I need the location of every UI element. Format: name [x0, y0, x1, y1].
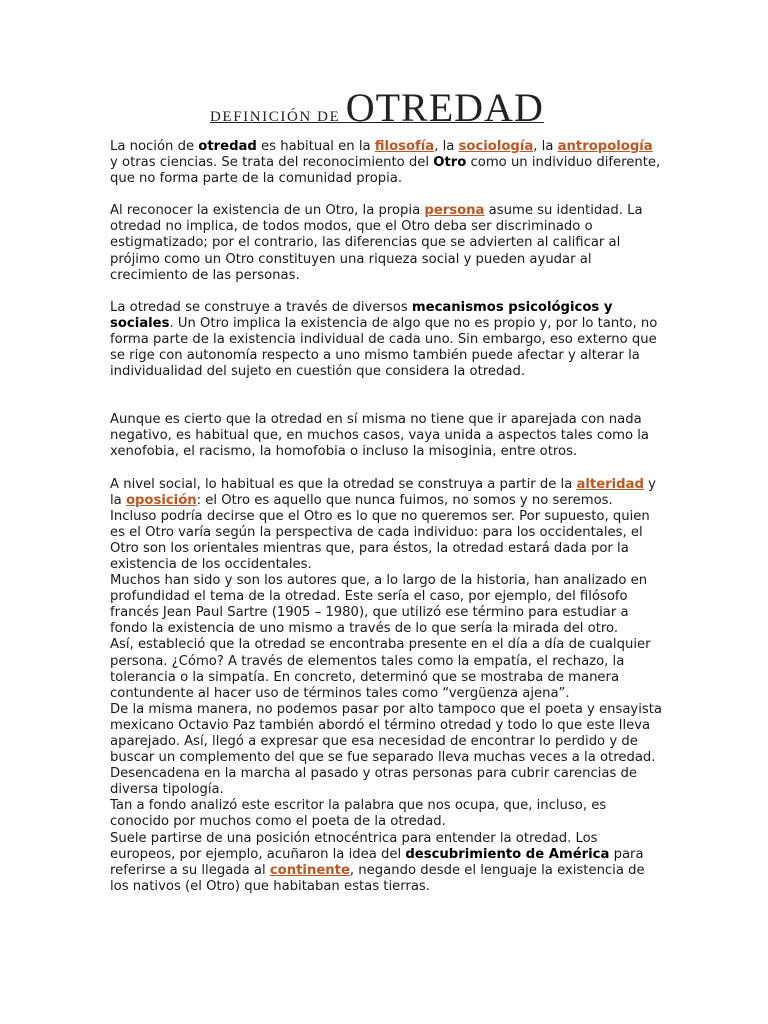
link-continente[interactable]: continente [269, 862, 350, 878]
bold-term-otro: Otro [433, 155, 467, 171]
text-span: y la [110, 476, 656, 508]
text-span: como un individuo diferente, que no forma parte de la comunidad propia. [110, 155, 661, 187]
paragraph-4: Aunque es cierto que la otredad en sí misma no tiene que ir aparejada con nada negativo, es habitual que, en muchos casos, vaya unida a aspectos tales como la xenofobia, el racismo, la homofobia o incluso la misoginia, entre otros. [110, 412, 650, 460]
text-span: para referirse a su llegada al [110, 846, 644, 878]
text-span: Suele partirse de una posición etnocéntrica para entender la otredad. Los europeos, por ejemplo, acuñaron la idea del [110, 830, 598, 862]
paragraph-7: Así, estableció que la otredad se encontraba presente en el día a día de cualquier persona. ¿Cómo? A través de elementos tales como la empatía, el rechazo, la tolerancia o la simpatía. En concreto, determinó que se mostraba de manera contundente al hacer uso de términos tales como “vergüenza ajena”. [110, 637, 651, 701]
text-span: : el Otro es aquello que nunca fuimos, no somos y no seremos. Incluso podría decirse que el Otro es lo que no queremos ser. Por supuesto, quien es el Otro varía según la perspectiva de cada individuo: para los occidentales, el Otro son los orientales mientras que, para éstos, la otredad estará dada por la existencia de los occidentales. [110, 492, 650, 572]
text-span: A nivel social, lo habitual es que la otredad se construya a partir de la [110, 476, 577, 492]
link-alteridad[interactable]: alteridad [576, 476, 644, 492]
bold-term-otredad: otredad [198, 139, 257, 154]
text-span: , la [434, 139, 459, 154]
paragraph-8: De la misma manera, no podemos pasar por alto tampoco que el poeta y ensayista mexicano Octavio Paz también abordó el término otredad y todo lo que este lleva aparejado. Así, llegó a expresar que esa necesidad de encontrar lo perdido y de buscar un complemento del que se fue separado lleva muchas veces a la otredad. Desencadena en la marcha al pasado y otras personas para cubrir carencias de diversa tipología. [110, 701, 663, 798]
paragraph-9: Tan a fondo analizó este escritor la palabra que nos ocupa, que, incluso, es conocido por muchos como el poeta de la otredad. [110, 798, 607, 830]
paragraph-10 [110, 831, 662, 895]
article-body [110, 139, 662, 895]
title-word: OTREDAD [345, 85, 544, 130]
text-span: La noción de [110, 139, 199, 154]
paragraph-2 [110, 203, 662, 283]
text-span: , la [533, 139, 558, 154]
text-span: es habitual en la [256, 139, 375, 154]
link-antropologia[interactable]: antropología [557, 139, 653, 154]
title-prefix: DEFINICIÓN DE [210, 109, 346, 125]
bold-term-descubrimiento: descubrimiento de América [405, 846, 610, 862]
page-title [210, 84, 544, 131]
paragraph-6: Muchos han sido y son los autores que, a lo largo de la historia, han analizado en profundidad el tema de la otredad. Este sería el caso, por ejemplo, del filósofo francés Jean Paul Sartre (1905 – 1980), que utilizó ese término para estudiar a fondo la existencia de uno mismo a través de lo que sería la mirada del otro. [110, 573, 648, 637]
link-oposicion[interactable]: oposición [125, 492, 197, 508]
text-span: y otras ciencias. Se trata del reconocimiento del [110, 155, 434, 171]
link-sociologia[interactable]: sociología [458, 139, 534, 154]
text-span: , negando desde el lenguaje la existencia de los nativos (el Otro) que habitaban estas tierras. [110, 862, 645, 894]
bold-term-mecanismos: mecanismos psicológicos y sociales [110, 299, 613, 331]
text-span: La otredad se construye a través de diversos [110, 299, 412, 315]
paragraph-5 [110, 477, 662, 574]
text-span: Al reconocer la existencia de un Otro, la propia [110, 203, 425, 219]
paragraph-3 [110, 300, 662, 380]
link-persona[interactable]: persona [424, 203, 485, 219]
text-span: . Un Otro implica la existencia de algo que no es propio y, por lo tanto, no forma parte de la existencia individual de cada uno. Sin embargo, eso externo que se rige con autonomía respecto a uno mismo también puede afectar y alterar la individualidad del sujeto en cuestión que considera la otredad. [110, 315, 658, 380]
text-span: asume su identidad. La otredad no implica, de todos modos, que el Otro deba ser discriminado o estigmatizado; por el contrario, las diferencias que se advierten al calificar al prójimo como un Otro constituyen una riqueza social y pueden ayudar al crecimiento de las personas. [110, 203, 643, 283]
paragraph-1 [110, 139, 662, 187]
link-filosofia[interactable]: filosofía [374, 139, 435, 154]
